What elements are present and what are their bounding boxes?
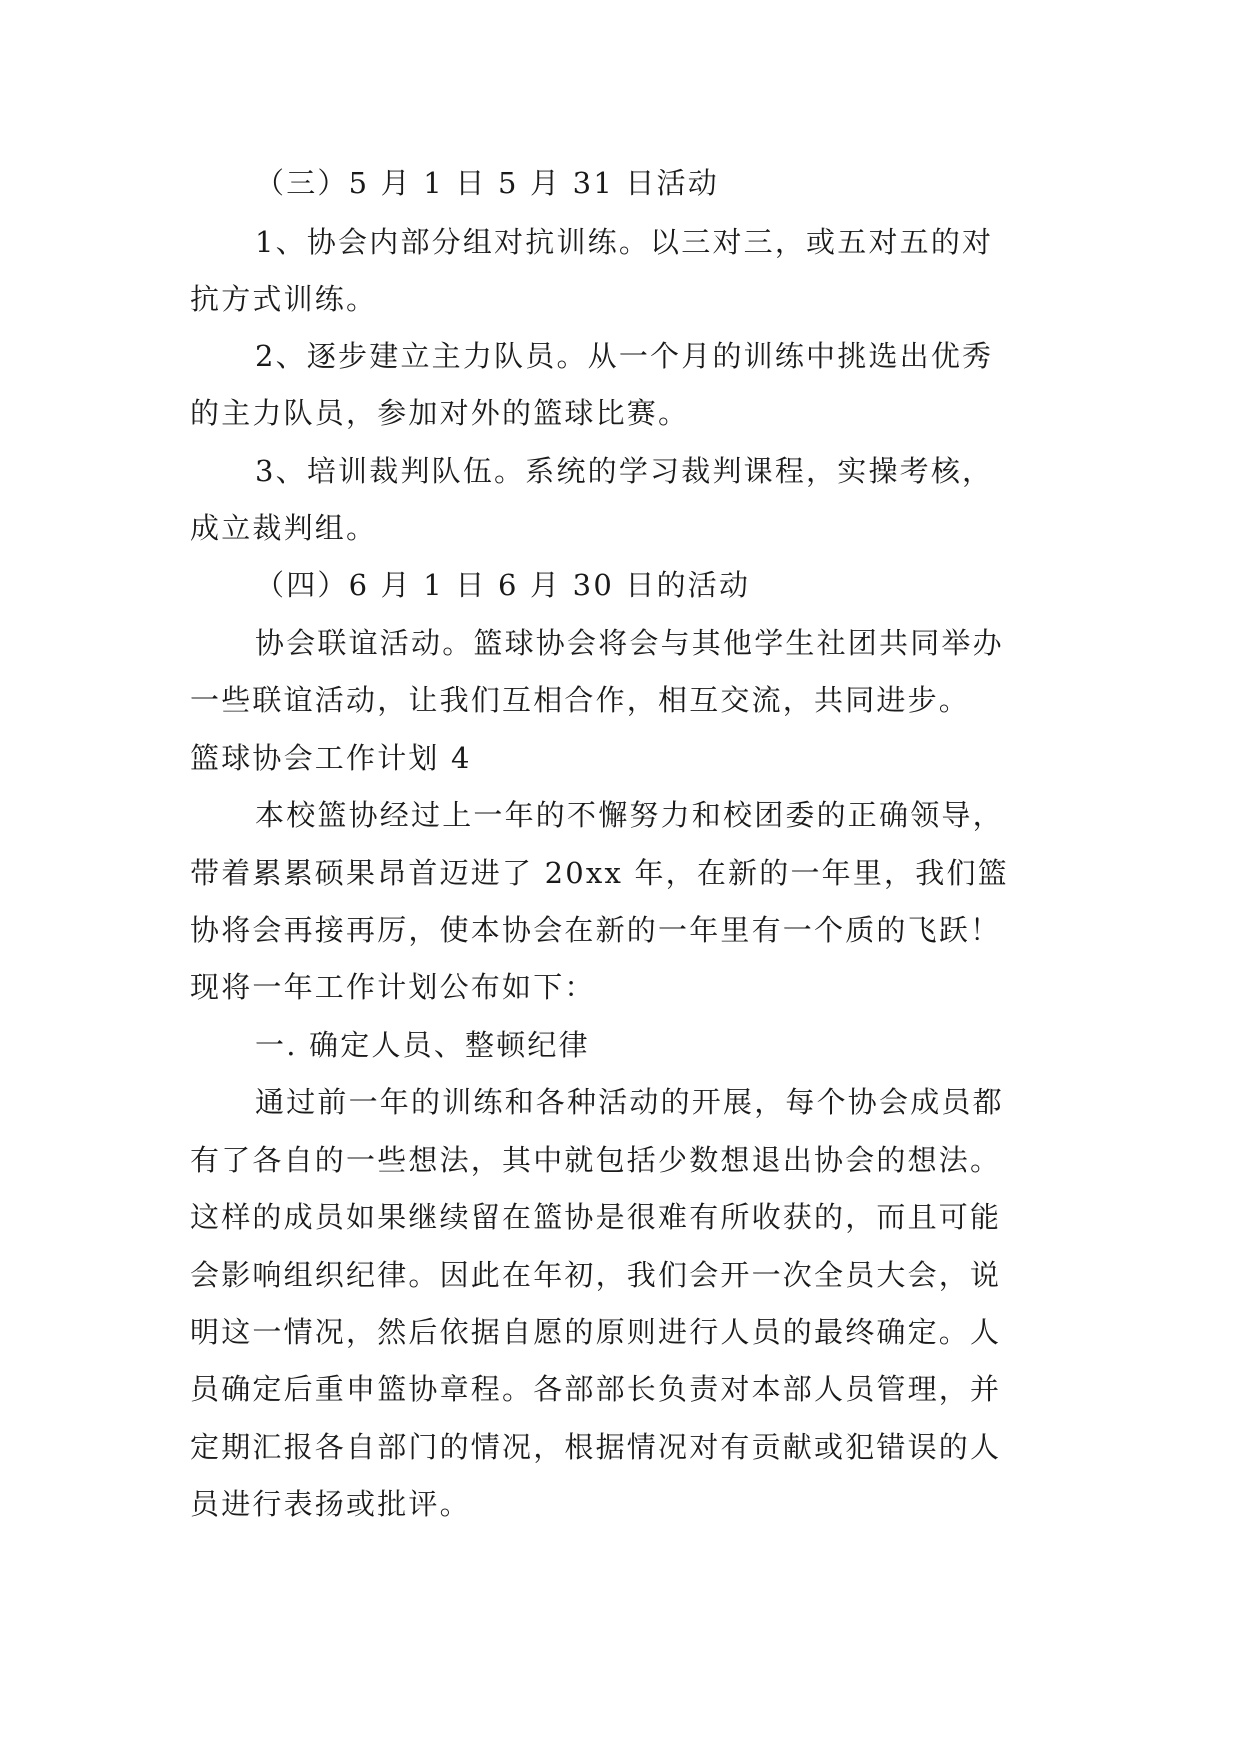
paragraph-line: 员进行表扬或批评。 — [190, 1487, 471, 1521]
section-heading-3: （三）5 月 1 日 5 月 31 日活动 — [255, 166, 719, 200]
paragraph-line: 通过前一年的训练和各种活动的开展，每个协会成员都 — [255, 1085, 1004, 1119]
paragraph-line: 成立裁判组。 — [190, 511, 378, 545]
paragraph-line: 定期汇报各自部门的情况，根据情况对有贡献或犯错误的人 — [190, 1430, 1002, 1464]
paragraph-line: 有了各自的一些想法，其中就包括少数想退出协会的想法。 — [190, 1143, 1002, 1177]
paragraph-line: 的主力队员，参加对外的篮球比赛。 — [190, 396, 690, 430]
paragraph-line: 员确定后重申篮协章程。各部部长负责对本部人员管理，并 — [190, 1372, 1002, 1406]
document-title: 篮球协会工作计划 4 — [190, 741, 472, 775]
paragraph-line: 本校篮协经过上一年的不懈努力和校团委的正确领导， — [255, 798, 1004, 832]
paragraph-line: 协会联谊活动。篮球协会将会与其他学生社团共同举办 — [255, 626, 1004, 660]
paragraph-line: 协将会再接再厉，使本协会在新的一年里有一个质的飞跃！ — [190, 913, 1002, 947]
paragraph-line: 抗方式训练。 — [190, 282, 378, 316]
paragraph-line: 带着累累硕果昂首迈进了 20xx 年，在新的一年里，我们篮 — [190, 856, 1009, 890]
section-heading-4: （四）6 月 1 日 6 月 30 日的活动 — [255, 568, 751, 602]
paragraph-line: 3、培训裁判队伍。系统的学习裁判课程，实操考核， — [255, 454, 994, 488]
paragraph-line: 明这一情况，然后依据自愿的原则进行人员的最终确定。人 — [190, 1315, 1002, 1349]
paragraph-line: 这样的成员如果继续留在篮协是很难有所收获的，而且可能 — [190, 1200, 1002, 1234]
paragraph-line: 1、协会内部分组对抗训练。以三对三，或五对五的对 — [255, 225, 994, 259]
paragraph-line: 2、逐步建立主力队员。从一个月的训练中挑选出优秀 — [255, 339, 994, 373]
paragraph-line: 会影响组织纪律。因此在年初，我们会开一次全员大会，说 — [190, 1258, 1002, 1292]
paragraph-line: 现将一年工作计划公布如下： — [190, 970, 596, 1004]
section-heading-1: 一. 确定人员、整顿纪律 — [255, 1028, 590, 1062]
paragraph-line: 一些联谊活动，让我们互相合作，相互交流，共同进步。 — [190, 683, 971, 717]
